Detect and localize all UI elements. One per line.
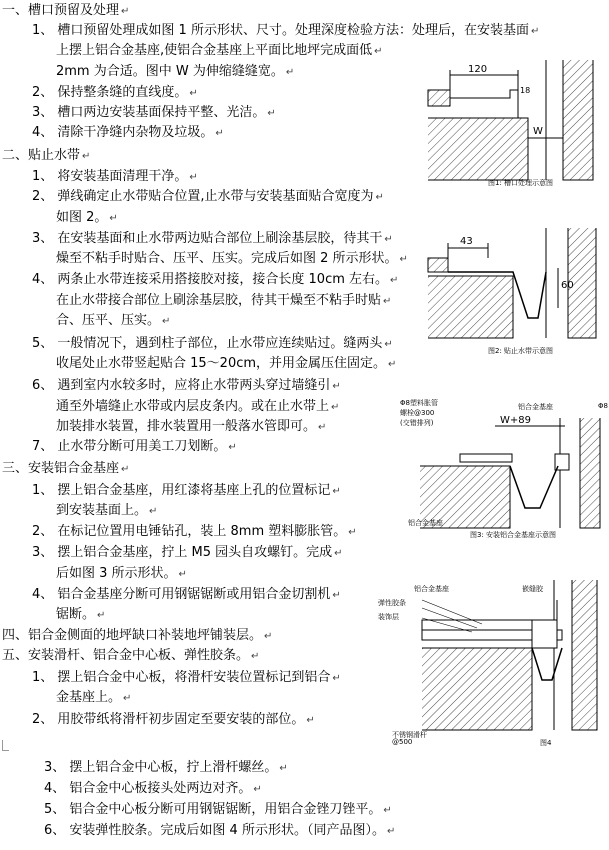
fig2-dim-height: 60 (561, 280, 574, 291)
paragraph-mark: ↵ (264, 631, 273, 642)
fig1-gap-label: W (533, 126, 543, 137)
paragraph-mark: ↵ (332, 673, 341, 684)
fig1-dim-height: 18 (520, 86, 531, 95)
paragraph-mark: ↵ (267, 108, 276, 119)
fig4-caption: 图4 (540, 739, 552, 747)
text-line: 三、安装铝合金基座 ↵ (2, 461, 130, 476)
paragraph-mark: ↵ (82, 151, 91, 162)
text-line: 2mm 为合适。图中 W 为伸缩缝缝宽。 ↵ (56, 64, 295, 79)
paragraph-mark: ↵ (121, 464, 130, 475)
fig4-label-rod: 不锈钢滑杆 (392, 731, 427, 739)
text-line: 7、 止水带分断可用美工刀划断。 ↵ (32, 439, 237, 454)
text-line: 1、 将安装基面清理干净。 ↵ (32, 169, 198, 184)
text-line: 2、 用胶带纸将滑杆初步固定至要安装的部位。 ↵ (32, 712, 315, 727)
text-line: 合、压平、压实。 ↵ (56, 313, 171, 328)
text-line: 四、铝合金侧面的地坪缺口补装地坪铺装层。 ↵ (2, 628, 273, 643)
text-line: 到安装基面上。 ↵ (56, 503, 158, 518)
paragraph-mark: ↵ (332, 486, 341, 497)
paragraph-mark: ↵ (253, 784, 262, 795)
text-line: 3、 摆上铝合金中心板，拧上滑杆螺丝。 ↵ (44, 760, 288, 775)
fig3-label-base: 铝合金基座 (518, 403, 553, 411)
text-line: 一、槽口预留及处理 ↵ (2, 3, 130, 18)
fig3-label-note: (交错排列) (400, 419, 434, 427)
figure-3 (400, 398, 609, 538)
paragraph-mark: ↵ (331, 402, 340, 413)
fig4-label-cover: 装饰层 (378, 613, 399, 621)
fig2-caption: 图2: 贴止水带示意图 (488, 347, 554, 355)
text-line: 五、安装滑杆、铝合金中心板、弹性胶条。 ↵ (2, 648, 260, 663)
paragraph-mark: ↵ (530, 26, 540, 37)
paragraph-mark: ↵ (162, 316, 171, 327)
paragraph-mark: ↵ (279, 763, 288, 774)
paragraph-mark: ↵ (388, 359, 397, 370)
paragraph-mark: ↵ (285, 67, 295, 78)
text-line: 燥至不粘手时贴合、压平、压实。完成后如图 2 所示形状。 ↵ (56, 251, 408, 266)
figure-4 (372, 580, 609, 750)
fig3-label-right: Φ8 (598, 402, 608, 410)
paragraph-mark: ↵ (149, 506, 158, 517)
text-line: 1、 摆上铝合金基座，用红漆将基座上孔的位置标记 ↵ (32, 483, 341, 498)
fig3-label-spacing: 螺栓@300 (400, 409, 435, 417)
text-line: 金基座上。 ↵ (56, 690, 132, 705)
fig4-label-sealant: 嵌缝胶 (522, 585, 543, 593)
figure-2-drawing (418, 228, 608, 358)
text-line: 后如图 3 所示形状。 ↵ (56, 566, 187, 581)
text-line: 2、 在标记位置用电锤钻孔，装上 8mm 塑料膨胀管。 ↵ (32, 524, 357, 539)
paragraph-mark: ↵ (332, 381, 341, 392)
text-line: 3、 摆上铝合金基座，拧上 M5 园头自攻螺钉。完成 ↵ (32, 545, 343, 560)
fig3-label-expansion: Φ8塑料胀管 (400, 399, 438, 407)
fig3-label-bottom: 铝合金基座 (408, 519, 443, 527)
paragraph-mark: ↵ (123, 693, 132, 704)
text-line: 5、 铝合金中心板分断可用钢锯锯断，用铝合金锉刀锉平。 ↵ (44, 802, 392, 817)
fig3-label-gap: W+89 (500, 415, 531, 426)
fig4-label-rubber: 弹性胶条 (378, 599, 406, 607)
text-line: 6、 遇到室内水较多时，应将止水带两头穿过墙缝引 ↵ (32, 378, 341, 393)
paragraph-mark: ↵ (399, 254, 408, 265)
text-line: 2、 弹线确定止水带贴合位置,止水带与安装基面贴合宽度为 ↵ (32, 189, 384, 204)
text-line: 如图 2。 ↵ (56, 210, 118, 225)
text-line: 4、 两条止水带连接采用搭接胶对接，接合长度 10cm 左右。 ↵ (32, 272, 399, 287)
text-line: 1、 摆上铝合金中心板，将滑杆安装位置标记到铝合 ↵ (32, 670, 341, 685)
paragraph-mark: ↵ (189, 172, 198, 183)
paragraph-mark: ↵ (189, 88, 198, 99)
paragraph-mark: ↵ (228, 442, 237, 453)
paragraph-mark: ↵ (306, 715, 315, 726)
fig4-label-base: 铝合金基座 (414, 585, 449, 593)
fig1-dim-width: 120 (468, 64, 488, 75)
paragraph-mark: ↵ (97, 610, 106, 621)
paragraph-mark: ↵ (121, 6, 130, 17)
paragraph-mark: ↵ (318, 422, 327, 433)
text-line: 锯断。 ↵ (56, 607, 106, 622)
paragraph-mark: ↵ (384, 339, 393, 350)
figure-1-drawing (418, 60, 608, 190)
paragraph-mark: ↵ (386, 826, 396, 837)
figure-1 (418, 60, 608, 190)
paragraph-mark: ↵ (383, 805, 392, 816)
fig3-caption: 图3: 安装铝合金基座示意图 (470, 531, 557, 539)
text-line: 4、 铝合金基座分断可用钢锯锯断或用铝合金切割机 ↵ (32, 587, 341, 602)
figure-2 (418, 228, 608, 358)
paragraph-mark: ↵ (332, 590, 341, 601)
text-line: 4、 清除干净缝内杂物及垃圾。 ↵ (32, 125, 224, 140)
text-line: 加装排水装置，排水装置用一般落水管即可。 ↵ (56, 419, 327, 434)
text-line: 3、 在安装基面和止水带两边贴合部位上刷涂基层胶，待其干 ↵ (32, 231, 393, 246)
paragraph-mark: ↵ (384, 234, 393, 245)
paragraph-mark: ↵ (383, 296, 392, 307)
text-line: 3、 槽口两边安装基面保持平整、光洁。 ↵ (32, 105, 276, 120)
text-line: 1、 槽口预留处理成如图 1 所示形状、尺寸。处理深度检验方法：处理后，在安装基面 ↵ (32, 23, 540, 38)
paragraph-mark: ↵ (178, 569, 187, 580)
text-line: 4、 铝合金中心板接头处两边对齐。 ↵ (44, 781, 262, 796)
text-line: 2、 保持整条缝的直线度。 ↵ (32, 85, 198, 100)
paragraph-mark: ↵ (334, 548, 343, 559)
text-line: 6、 安装弹性胶条。完成后如图 4 所示形状。（同产品图）。 ↵ (44, 823, 396, 838)
paragraph-mark: ↵ (390, 275, 399, 286)
paragraph-mark: ↵ (215, 128, 224, 139)
text-line: 收尾处止水带竖起贴合 15～20cm，并用金属压住固定。 ↵ (56, 356, 397, 371)
text-line: 在止水带接合部位上刷涂基层胶，待其干燥至不粘手时贴 ↵ (56, 293, 392, 308)
paragraph-mark: ↵ (348, 527, 357, 538)
paragraph-mark: ↵ (375, 192, 384, 203)
fig2-dim-width: 43 (460, 236, 473, 247)
text-line: 5、 一般情况下，遇到柱子部位，止水带应连续贴过。缝两头 ↵ (32, 336, 393, 351)
text-line: 二、贴止水带 ↵ (2, 148, 91, 163)
paragraph-mark: ↵ (374, 46, 383, 57)
figure-4-drawing (372, 580, 609, 750)
paragraph-mark: ↵ (251, 651, 260, 662)
text-line: 通至外墙缝止水带或内层皮条内。或在止水带上 ↵ (56, 399, 340, 414)
text-line: 上摆上铝合金基座,使铝合金基座上平面比地坪完成面低 ↵ (56, 43, 383, 58)
fig1-caption: 图1: 槽口处理示意图 (488, 179, 554, 187)
paragraph-mark: ↵ (109, 213, 118, 224)
page-break-mark (2, 740, 9, 751)
fig4-label-spacing: @500 (392, 738, 413, 746)
